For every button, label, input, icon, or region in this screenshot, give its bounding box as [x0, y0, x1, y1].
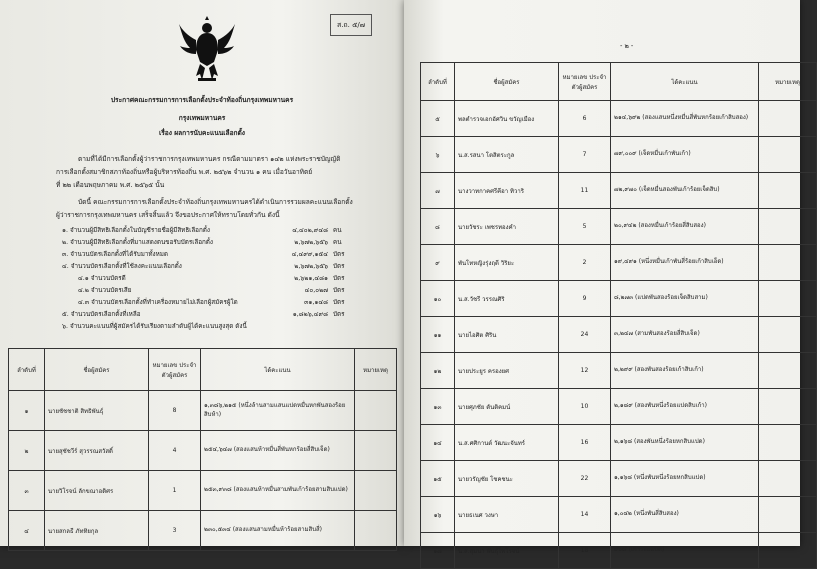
summary-unit: บัตร — [333, 287, 345, 294]
candidate-number: 14 — [559, 497, 611, 533]
summary-value: ๔๐,๐๒๗ — [304, 287, 328, 294]
remark-cell — [759, 497, 817, 533]
candidate-name: พันโทหญิงรุ่งฤดี วิริยะ — [455, 245, 559, 281]
candidate-number: 22 — [559, 461, 611, 497]
header-score: ได้คะแนน — [611, 63, 759, 101]
score-cell: ๒,๒๙๙ (สองพันสองร้อยเก้าสิบเก้า) — [611, 353, 759, 389]
summary-value: ๒,๖๗๒,๖๕๖ — [294, 239, 328, 246]
rank-cell: ๑๑ — [421, 317, 455, 353]
score-cell: ๑,๓๘๖,๒๑๕ (หนึ่งล้านสามแสนแปดหมื่นหกพันสองร้อยสิบห้า) — [201, 391, 355, 431]
summary-label: ๔. จำนวนบัตรเลือกตั้งที่ใช้ลงคะแนนเลือกตั้ง — [62, 263, 182, 270]
table-row — [421, 497, 817, 533]
summary-unit: บัตร — [333, 263, 345, 270]
summary-label: ๔.๓ จำนวนบัตรเลือกตั้งที่ทำเครื่องหมายไม่เลือกผู้สมัครผู้ใด — [78, 299, 238, 306]
table-row — [421, 461, 817, 497]
candidate-name: นายวิโรจน์ ลักขณาอดิศร — [45, 471, 149, 511]
candidate-name: น.ส.วัชรี วรรณศิริ — [455, 281, 559, 317]
summary-value: ๔,๔๐๒,๙๔๘ — [292, 227, 328, 234]
remark-cell — [759, 317, 817, 353]
rank-cell: ๑๕ — [421, 461, 455, 497]
remark-cell — [759, 245, 817, 281]
summary-label: ๖. จำนวนคะแนนที่ผู้สมัครได้รับเรียงตามลำดับผู้ได้คะแนนสูงสุด ดังนี้ — [62, 323, 247, 330]
rank-cell: ๑ — [9, 391, 45, 431]
score-cell: ๒๐,๙๔๒ (สองหมื่นเก้าร้อยสี่สิบสอง) — [611, 209, 759, 245]
candidate-name: นายธเนศ วงษา — [455, 497, 559, 533]
candidate-number: 10 — [559, 389, 611, 425]
rank-cell: ๙ — [421, 245, 455, 281]
table-row — [421, 317, 817, 353]
header-name: ชื่อผู้สมัคร — [455, 63, 559, 101]
rank-cell: ๑๓ — [421, 389, 455, 425]
remark-cell — [759, 101, 817, 137]
remark-cell — [759, 173, 817, 209]
candidate-number: 4 — [149, 431, 201, 471]
score-cell: ๓,๒๔๗ (สามพันสองร้อยสี่สิบเจ็ด) — [611, 317, 759, 353]
candidate-number: 11 — [559, 173, 611, 209]
rank-cell: ๑๗ — [421, 533, 455, 569]
score-cell: ๙๐๘ (เก้าร้อยแปด) — [611, 533, 759, 569]
candidate-number: 7 — [559, 137, 611, 173]
summary-label: ๔.๒ จำนวนบัตรเสีย — [78, 287, 132, 294]
intro-text: ที่ ๒๒ เดือนพฤษภาคม พ.ศ. ๒๕๖๕ นั้น — [56, 181, 165, 189]
candidate-number: 12 — [559, 353, 611, 389]
summary-value: ๒,๖๒๑,๔๘๑ — [294, 275, 328, 282]
summary-unit: บัตร — [333, 275, 345, 282]
remark-cell — [759, 461, 817, 497]
table-row — [421, 245, 817, 281]
score-cell: ๒๓๐,๕๓๔ (สองแสนสามหมื่นห้าร้อยสามสิบสี่) — [201, 511, 355, 551]
score-cell: ๘,๒๗๓ (แปดพันสองร้อยเจ็ดสิบสาม) — [611, 281, 759, 317]
summary-label: ๕. จำนวนบัตรเลือกตั้งที่เหลือ — [62, 311, 141, 318]
remark-cell — [759, 137, 817, 173]
summary-value: ๔,๔๙๙,๑๕๔ — [291, 251, 328, 258]
candidate-name: นายไอศิต ศิริน — [455, 317, 559, 353]
table-row — [421, 281, 817, 317]
candidate-number: 1 — [149, 471, 201, 511]
form-code-box: ส.ถ. ๕/๗ — [330, 14, 372, 36]
candidate-number: 24 — [559, 317, 611, 353]
header-rank: ลำดับที่ — [421, 63, 455, 101]
candidate-number: 5 — [559, 209, 611, 245]
candidate-number: 9 — [559, 281, 611, 317]
remark-cell — [759, 533, 817, 569]
candidate-number: 2 — [559, 245, 611, 281]
results-table-page-2 — [420, 62, 817, 569]
rank-cell: ๑๒ — [421, 353, 455, 389]
rank-cell: ๖ — [421, 137, 455, 173]
remark-cell — [759, 353, 817, 389]
header-remark: หมายเหตุ — [355, 349, 397, 391]
candidate-name: นายประยูร ครองยศ — [455, 353, 559, 389]
summary-value: ๑,๘๒๖,๔๙๘ — [292, 311, 328, 318]
candidate-number: 6 — [559, 101, 611, 137]
header-remark: หมายเหตุ — [759, 63, 817, 101]
document-page-2 — [404, 0, 800, 555]
rank-cell: ๘ — [421, 209, 455, 245]
score-cell: ๑๙,๔๙๑ (หนึ่งหมื่นเก้าพันสี่ร้อยเก้าสิบเอ็ด) — [611, 245, 759, 281]
candidate-name: นายสุชัชวีร์ สุวรรณสวัสดิ์ — [45, 431, 149, 471]
table-row — [421, 173, 817, 209]
candidate-name: นางวาทกาคศรีคีอา ทิวาริ — [455, 173, 559, 209]
rank-cell: ๓ — [9, 471, 45, 511]
candidate-number: 8 — [149, 391, 201, 431]
score-cell: ๗๙,๐๐๙ (เจ็ดหมื่นเก้าพันเก้า) — [611, 137, 759, 173]
score-cell: ๒,๑๖๘ (สองพันหนึ่งร้อยหกสิบแปด) — [611, 425, 759, 461]
announcement-title: ประกาศคณะกรรมการการเลือกตั้งประจำท้องถิ่นกรุงเทพมหานคร — [110, 96, 294, 104]
intro-text: การเลือกตั้งสมาชิกสภาท้องถิ่นหรือผู้บริหารท้องถิ่น พ.ศ. ๒๕๖๒ จำนวน ๑ คน เมื่อวันอาทิตย์ — [56, 168, 313, 176]
table-row — [9, 391, 397, 431]
summary-label: ๑. จำนวนผู้มีสิทธิเลือกตั้งในบัญชีรายชื่อผู้มีสิทธิเลือกตั้ง — [62, 227, 210, 234]
candidate-name: นายวรัญชัย โชคชนะ — [455, 461, 559, 497]
garuda-emblem-icon — [178, 16, 236, 82]
score-cell: ๒๕๔,๖๔๗ (สองแสนห้าหมื่นสี่พันหกร้อยสี่สิบเจ็ด) — [201, 431, 355, 471]
table-row — [421, 533, 817, 569]
summary-label: ๒. จำนวนผู้มีสิทธิเลือกตั้งที่มาแสดงตนขอรับบัตรเลือกตั้ง — [62, 239, 213, 246]
summary-label: ๓. จำนวนบัตรเลือกตั้งที่ได้รับมาทั้งหมด — [62, 251, 169, 258]
table-row — [9, 511, 397, 551]
rank-cell: ๑๖ — [421, 497, 455, 533]
summary-label: ๔.๑ จำนวนบัตรดี — [78, 275, 126, 282]
candidate-name: นายวัชระ เพชรทองคำ — [455, 209, 559, 245]
candidate-name: น.ส.ศศิกานต์ วัฒนะจันทร์ — [455, 425, 559, 461]
results-table-page-1 — [8, 348, 397, 551]
page-number: - ๒ - — [620, 42, 634, 50]
remark-cell — [759, 425, 817, 461]
score-cell: ๒,๑๘๙ (สองพันหนึ่งร้อยแปดสิบเก้า) — [611, 389, 759, 425]
header-score: ได้คะแนน — [201, 349, 355, 391]
candidate-name: นายชัชชาติ สิทธิพันธุ์ — [45, 391, 149, 431]
summary-unit: บัตร — [333, 251, 345, 258]
rank-cell: ๑๔ — [421, 425, 455, 461]
remark-cell — [759, 389, 817, 425]
table-row — [421, 389, 817, 425]
candidate-name: นายศุภชัย ตันติคมน์ — [455, 389, 559, 425]
score-cell: ๗๒,๙๗๐ (เจ็ดหมื่นสองพันเก้าร้อยเจ็ดสิบ) — [611, 173, 759, 209]
table-row — [9, 431, 397, 471]
rank-cell: ๒ — [9, 431, 45, 471]
intro-text: บัดนี้ คณะกรรมการการเลือกตั้งประจำท้องถิ่นกรุงเทพมหานครได้ดำเนินการรวมผลคะแนนเลือกตั้ง — [78, 198, 353, 206]
header-number: หมายเลข ประจำตัวผู้สมัคร — [559, 63, 611, 101]
candidate-name: นายสกลธี ภัททิยกุล — [45, 511, 149, 551]
remark-cell — [355, 431, 397, 471]
announcement-subject: เรื่อง ผลการนับคะแนนเลือกตั้ง — [158, 129, 246, 137]
header-name: ชื่อผู้สมัคร — [45, 349, 149, 391]
table-row — [421, 101, 817, 137]
table-row — [421, 353, 817, 389]
remark-cell — [355, 511, 397, 551]
remark-cell — [355, 471, 397, 511]
rank-cell: ๔ — [9, 511, 45, 551]
rank-cell: ๗ — [421, 173, 455, 209]
score-cell: ๑,๑๖๘ (หนึ่งพันหนึ่งร้อยหกสิบแปด) — [611, 461, 759, 497]
score-cell: ๒๑๔,๖๙๒ (สองแสนหนึ่งหมื่นสี่พันหกร้อยเก้าสิบสอง) — [611, 101, 759, 137]
table-row — [421, 209, 817, 245]
announcement-city: กรุงเทพมหานคร — [178, 114, 226, 122]
summary-unit: คน — [333, 227, 342, 234]
candidate-name: น.ส.สุมนา พันธุ์ไพโรจน์ — [455, 533, 559, 569]
candidate-name: พลตำรวจเอกอัศวิน ขวัญเมือง — [455, 101, 559, 137]
summary-unit: บัตร — [333, 299, 345, 306]
candidate-name: น.ส.รสนา โตสิตระกูล — [455, 137, 559, 173]
rank-cell: ๕ — [421, 101, 455, 137]
remark-cell — [759, 209, 817, 245]
table-row — [421, 137, 817, 173]
table-row — [9, 471, 397, 511]
intro-text: ตามที่ได้มีการเลือกตั้งผู้ว่าราชการกรุงเทพมหานคร กรณีตามมาตรา ๑๔๒ แห่งพระราชบัญญัติ — [78, 155, 341, 163]
remark-cell — [355, 391, 397, 431]
header-number: หมายเลข ประจำตัวผู้สมัคร — [149, 349, 201, 391]
candidate-number: 18 — [559, 533, 611, 569]
header-rank: ลำดับที่ — [9, 349, 45, 391]
summary-value: ๒,๖๗๒,๖๕๖ — [294, 263, 328, 270]
score-cell: ๒๕๓,๙๓๘ (สองแสนห้าหมื่นสามพันเก้าร้อยสามสิบแปด) — [201, 471, 355, 511]
summary-unit: บัตร — [333, 311, 345, 318]
candidate-number: 16 — [559, 425, 611, 461]
score-cell: ๑,๐๔๒ (หนึ่งพันสี่สิบสอง) — [611, 497, 759, 533]
summary-value: ๓๑,๑๔๘ — [304, 299, 328, 306]
remark-cell — [759, 281, 817, 317]
table-row — [421, 425, 817, 461]
candidate-number: 3 — [149, 511, 201, 551]
rank-cell: ๑๐ — [421, 281, 455, 317]
summary-unit: คน — [333, 239, 342, 246]
document-page-1 — [0, 0, 404, 546]
intro-text: ผู้ว่าราชการกรุงเทพมหานคร เสร็จสิ้นแล้ว จึงขอประกาศให้ทราบโดยทั่วกัน ดังนี้ — [56, 211, 280, 219]
